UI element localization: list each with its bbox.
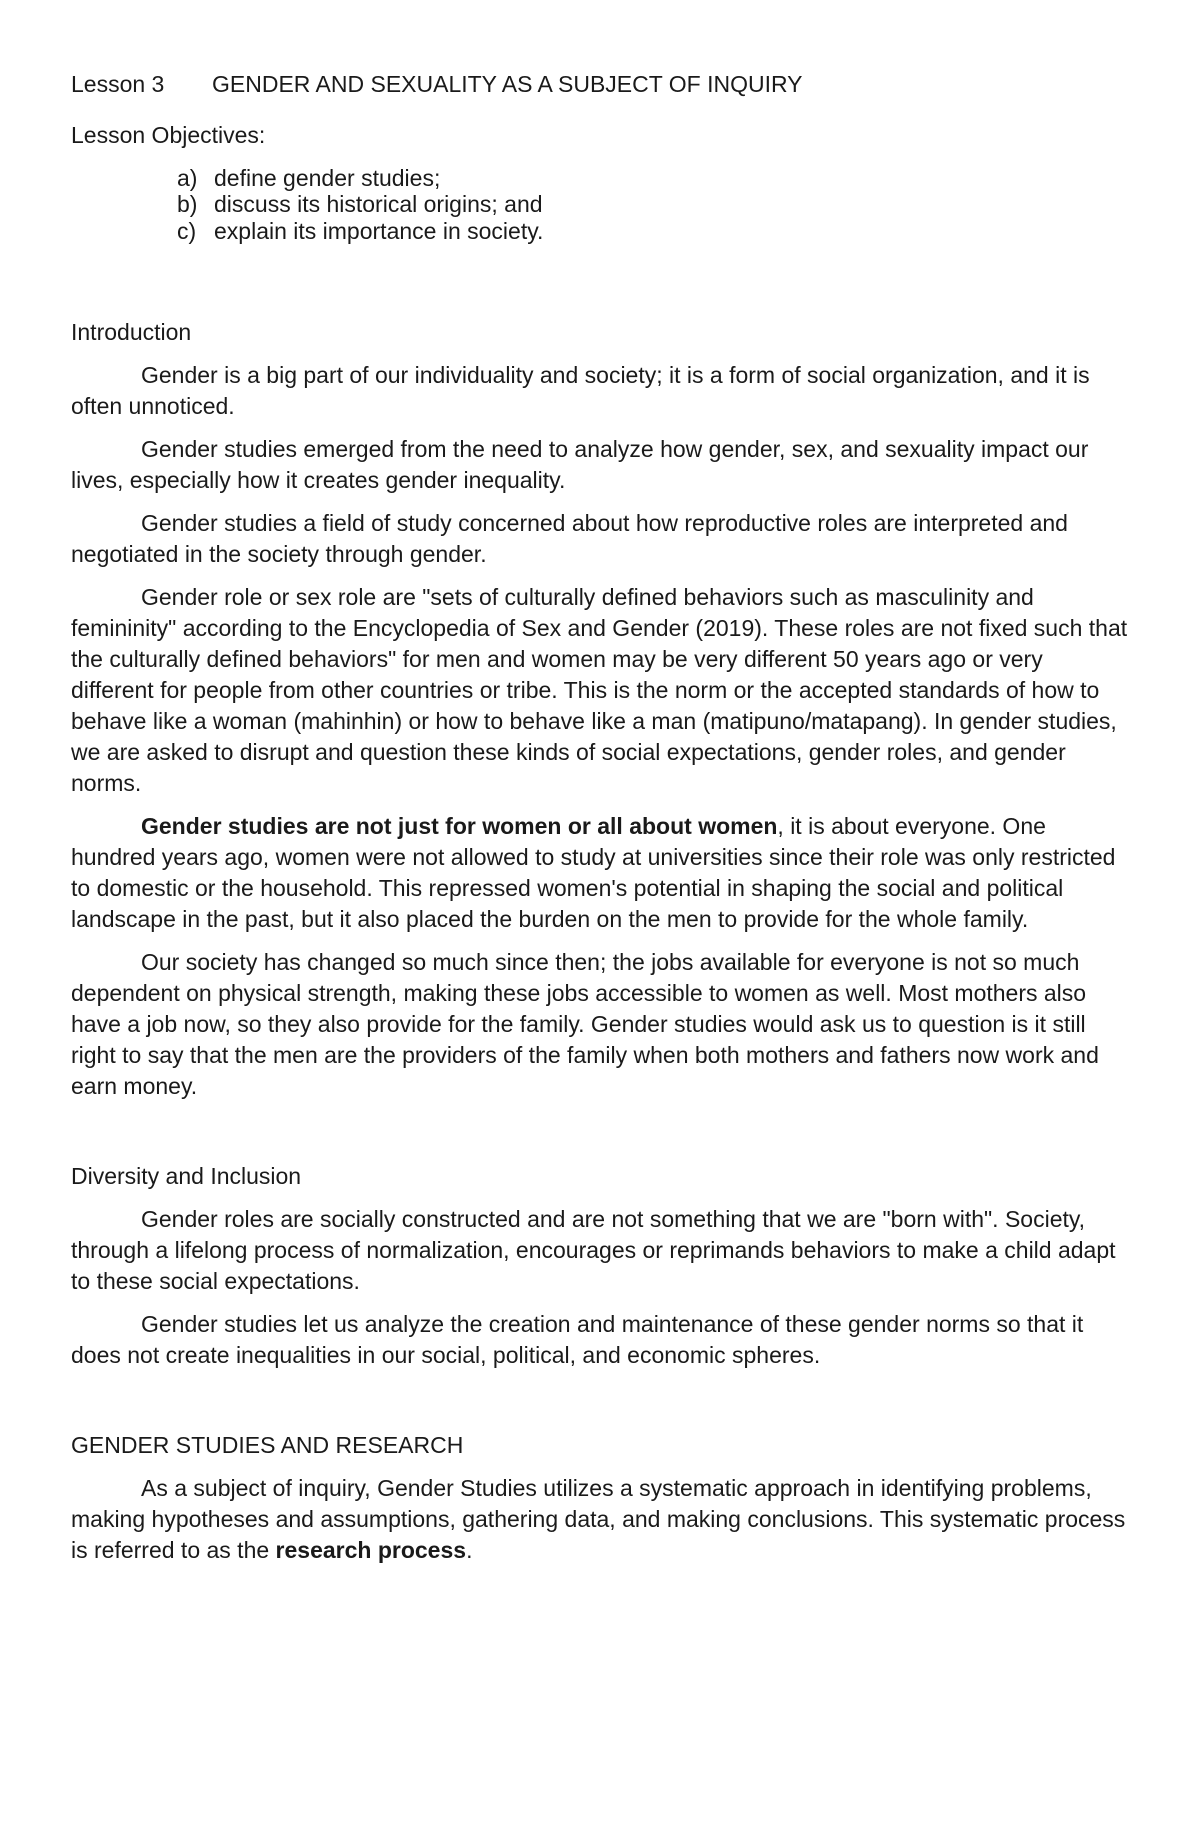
spacer: [71, 1297, 1131, 1309]
research-heading: GENDER STUDIES AND RESEARCH: [71, 1432, 464, 1458]
diversity-paragraph-2: Gender studies let us analyze the creation and maintenance of these gender norms so that it does not create inequalities in our social, political, and economic spheres.: [71, 1311, 1084, 1368]
document-content: [71, 69, 1131, 1566]
intro-paragraph-2: Gender studies emerged from the need to analyze how gender, sex, and sexuality impact our lives, especially how it creates gender inequality.: [71, 436, 1089, 493]
lesson-title-line: [71, 69, 1131, 100]
objective-text: discuss its historical origins; and: [214, 191, 543, 217]
spacer: [71, 1371, 1131, 1430]
objective-item: [177, 216, 1131, 247]
spacer: [71, 348, 1131, 360]
spacer: [71, 570, 1131, 582]
paragraph-text: , it is about everyone. One hundred years ago, women were not allowed to study at universities since their role was only restricted to domestic or the household. This repressed women's potential in shaping the social and political landscape in the past, but it also placed the burden on the men to provide for the whole family.: [71, 813, 1116, 932]
objective-text: define gender studies;: [214, 165, 441, 191]
intro-paragraph-5: [71, 811, 1131, 935]
spacer: [71, 935, 1131, 947]
spacer: [71, 1102, 1131, 1161]
intro-paragraph-4: Gender role or sex role are "sets of culturally defined behaviors such as masculinity and femininity" according to the Encyclopedia of Sex and Gender (2019). These roles are not fixed such that the culturally defined behaviors" for men and women may be very different 50 years ago or very different for people from other countries or tribe. This is the norm or the accepted standards of how to behave like a woman (mahinhin) or how to behave like a man (matipuno/matapang). In gender studies, we are asked to disrupt and question these kinds of social expectations, gender roles, and gender norms.: [71, 584, 1128, 796]
spacer: [71, 1192, 1131, 1204]
objectives-list: [71, 163, 1131, 247]
objectives-heading: Lesson Objectives:: [71, 122, 266, 148]
research-paragraph-1: [71, 1473, 1131, 1566]
paragraph-text: As a subject of inquiry, Gender Studies utilizes a systematic approach in identifying problems, making hypotheses and assumptions, gathering data, and making conclusions. This systematic process is referred to as the: [71, 1475, 1126, 1563]
introduction-heading: Introduction: [71, 319, 192, 345]
lesson-title: GENDER AND SEXUALITY AS A SUBJECT OF INQUIRY: [212, 71, 803, 97]
objective-marker: c): [177, 218, 197, 244]
diversity-heading: Diversity and Inclusion: [71, 1163, 302, 1189]
emphasis-text: research process: [275, 1537, 467, 1563]
diversity-paragraph-1: Gender roles are socially constructed and are not something that we are "born with". Society, through a lifelong process of normalization, encourages or reprimands behaviors to make a child adapt to these social expectations.: [71, 1206, 1116, 1294]
intro-paragraph-3: Gender studies a field of study concerned about how reproductive roles are interpreted and negotiated in the society through gender.: [71, 510, 1068, 567]
objective-marker: a): [177, 165, 198, 191]
intro-paragraph-6: Our society has changed so much since then; the jobs available for everyone is not so much dependent on physical strength, making these jobs accessible to women as well. Most mothers also have a job now, so they also provide for the family. Gender studies would ask us to question is it still right to say that the men are the providers of the family when both mothers and fathers now work and earn money.: [71, 949, 1099, 1099]
spacer: [71, 799, 1131, 811]
spacer: [71, 1461, 1131, 1473]
lesson-number: Lesson 3: [71, 71, 165, 97]
emphasis-text: Gender studies are not just for women or all about women: [141, 813, 778, 839]
paragraph-text: .: [466, 1537, 473, 1563]
spacer: [71, 496, 1131, 508]
intro-paragraph-1: Gender is a big part of our individuality and society; it is a form of social organization, and it is often unnoticed.: [71, 362, 1090, 419]
spacer: [71, 422, 1131, 434]
objective-marker: b): [177, 191, 198, 217]
objective-text: explain its importance in society.: [214, 218, 544, 244]
spacer: [71, 247, 1131, 317]
